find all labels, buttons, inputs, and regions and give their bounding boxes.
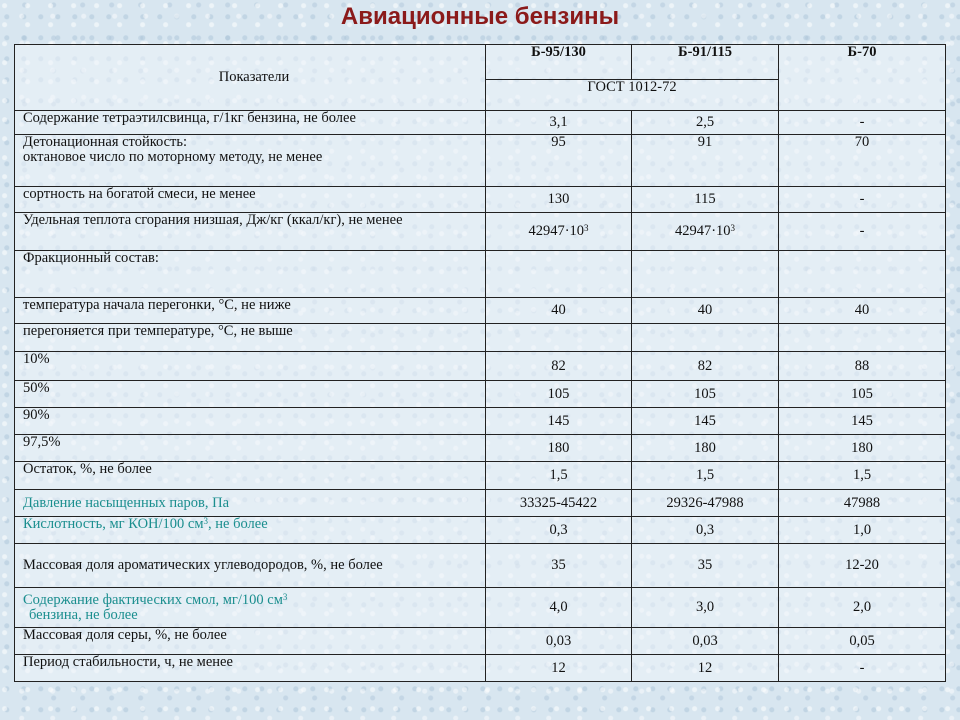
table-row [15,324,946,352]
cell-b91: 91 [632,135,779,187]
table-row [15,298,946,324]
cell-b95: 82 [486,352,632,381]
row-label: Период стабильности, ч, не менее [15,655,486,682]
table-row [15,544,946,588]
cell-b95: 3,1 [486,111,632,135]
table-row [15,588,946,628]
header-b95-130: Б-95/130 [486,45,632,80]
cell-b95: 130 [486,187,632,213]
row-label: Массовая доля серы, %, не более [15,628,486,655]
row-label: температура начала перегонки, °С, не ниже [15,298,486,324]
cell-b91: 145 [632,408,779,435]
table-row [15,408,946,435]
row-label: Удельная теплота сгорания низшая, Дж/кг (ккал/кг), не менее [15,213,486,251]
cell-b95: 12 [486,655,632,682]
cell-b70 [779,324,946,352]
cell-b91: 40 [632,298,779,324]
cell-b95: 0,3 [486,517,632,544]
cell-b70: 1,5 [779,462,946,490]
cell-b91: 0,3 [632,517,779,544]
row-label-line1: Детонационная стойкость: [23,134,188,150]
cell-b91: 1,5 [632,462,779,490]
table-row [15,490,946,517]
table-row [15,435,946,462]
header-b91-115: Б-91/115 [632,45,779,80]
row-label [15,135,486,187]
cell-b91 [632,324,779,352]
row-label: 50% [15,381,486,408]
table-row [15,628,946,655]
cell-b91: 105 [632,381,779,408]
cell-b95: 35 [486,544,632,588]
page-title: Авиационные бензины [340,3,620,30]
cell-b70: 1,0 [779,517,946,544]
cell-b70: 40 [779,298,946,324]
row-label: Содержание фактических смол, мг/100 $см^3$ бензина, не более [15,588,486,628]
cell-b91: 0,03 [632,628,779,655]
cell-b95 [486,324,632,352]
cell-b70: - [779,111,946,135]
cell-b95: $42947\cdot 10^3$ [486,213,632,251]
cell-b70 [779,251,946,298]
row-label: Кислотность, мг КОН/100 $см^3$, не более [15,517,486,544]
table-row [15,381,946,408]
cell-b95: 1,5 [486,462,632,490]
cell-b91: 29326-47988 [632,490,779,517]
cell-b70: 88 [779,352,946,381]
row-label-line2: октановое число по моторному методу, не менее [23,149,323,165]
header-gost: ГОСТ 1012-72 [486,80,779,111]
cell-b70: 12-20 [779,544,946,588]
cell-b70: - [779,213,946,251]
table-row [15,187,946,213]
cell-b95: 95 [486,135,632,187]
cell-b70: 70 [779,135,946,187]
cell-b91 [632,251,779,298]
cell-b95: 4,0 [486,588,632,628]
table-row [15,135,946,187]
gasoline-spec-table [14,44,946,682]
cell-b91: 12 [632,655,779,682]
row-label: Остаток, %, не более [15,462,486,490]
table-row [15,352,946,381]
table-row [15,462,946,490]
cell-b91: 115 [632,187,779,213]
cell-b91: 2,5 [632,111,779,135]
cell-b91: 180 [632,435,779,462]
table-row [15,655,946,682]
row-label: Давление насыщенных паров, Па [15,490,486,517]
cell-b91: 35 [632,544,779,588]
cell-b95: 40 [486,298,632,324]
cell-b70: 0,05 [779,628,946,655]
cell-b70: 105 [779,381,946,408]
table-row [15,251,946,298]
cell-b95: 105 [486,381,632,408]
cell-b91: 3,0 [632,588,779,628]
table-row [15,213,946,251]
row-label: сортность на богатой смеси, не менее [15,187,486,213]
row-label: Массовая доля ароматических углеводородов, %, не более [15,544,486,588]
cell-b95: 180 [486,435,632,462]
cell-b95: 0,03 [486,628,632,655]
table-row [15,111,946,135]
table-row [15,517,946,544]
row-label: Фракционный состав: [15,251,486,298]
cell-b70: 145 [779,408,946,435]
header-indicators: Показатели [15,45,486,111]
row-label: 97,5% [15,435,486,462]
row-label: перегоняется при температуре, °С, не выше [15,324,486,352]
cell-b70: 2,0 [779,588,946,628]
cell-b70: - [779,187,946,213]
cell-b95 [486,251,632,298]
cell-b91: $42947\cdot 10^3$ [632,213,779,251]
header-b70: Б-70 [779,45,946,111]
cell-b70: - [779,655,946,682]
row-label: 10% [15,352,486,381]
cell-b95: 33325-45422 [486,490,632,517]
cell-b70: 47988 [779,490,946,517]
cell-b70: 180 [779,435,946,462]
cell-b91: 82 [632,352,779,381]
row-label: Содержание тетраэтилсвинца, г/1кг бензина, не более [15,111,486,135]
cell-b95: 145 [486,408,632,435]
row-label: 90% [15,408,486,435]
